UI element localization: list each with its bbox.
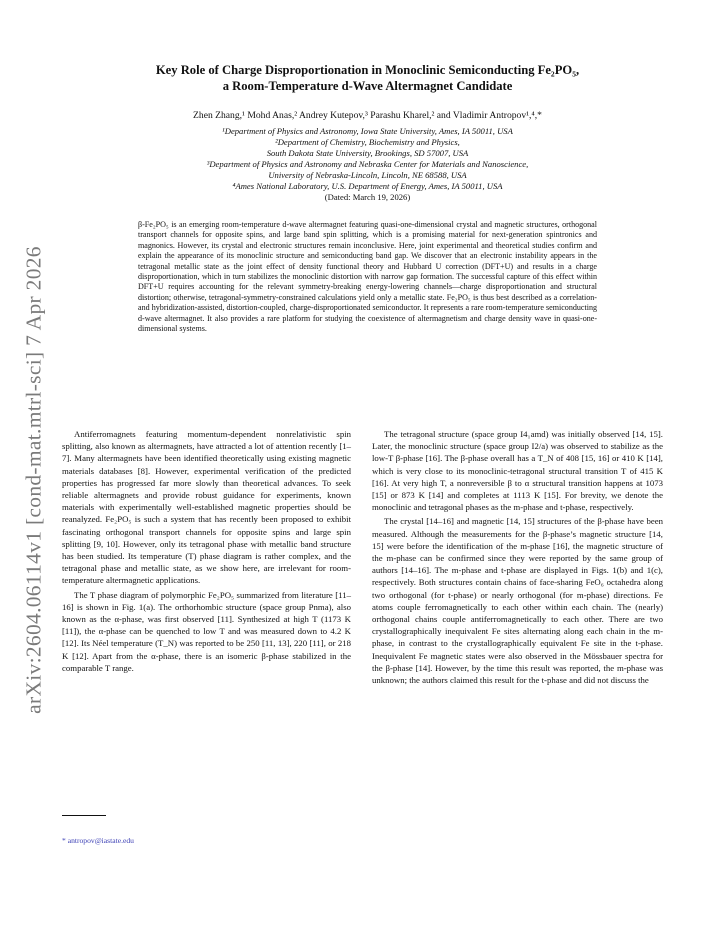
arxiv-sidebar-stamp: arXiv:2604.06114v1 [cond-mat.mtrl-sci] 7 Apr 2026: [21, 246, 46, 714]
right-column: [372, 428, 663, 686]
affiliation-line: ²Department of Chemistry, Biochemistry and Physics,: [275, 137, 460, 147]
title-line-1: Key Role of Charge Disproportionation in Monoclinic Semiconducting Fe₂PO₅,: [155, 63, 580, 77]
paragraph: The crystal [14–16] and magnetic [14, 15] structures of the β-phase have been measured. Although the measurements for the β-phase’s magnetic structure [14, 15] were before the identification of the m-phase [16], the magnetic structure of the m-phase can be confirmed since they were reported by the same group of authors [14–16]. The m-phase and t-phase are displayed in Figs. 1(b) and 1(c), respectively. Both structures contain chains of face-sharing FeO₆ octahedra along two orthogonal (for t-phase) or nearly orthogonal (for m-phase) directions. Fe atoms couple ferromagnetically to each other within each chain. The (nearly) orthogonal chains couple antiferromagnetically to each other. There are two crystallographically inequivalent Fe sites alternating along each chain in the m-phase, in contrast to the crystallographically equivalent Fe site in the t-phase. Inequivalent Fe magnetic states were also observed in the Mössbauer spectra for the β-phase [14]. However, by the time this result was reported, the m-phase was unknown; the authors claimed this result for the t-phase and did not discuss the: [372, 516, 663, 686]
affiliation-line: ⁴Ames National Laboratory, U.S. Department of Energy, Ames, IA 50011, USA: [232, 181, 503, 191]
paper-title: [80, 62, 655, 94]
paragraph: The tetragonal structure (space group I4₁amd) was initially observed [14, 15]. Later, the monoclinic structure (space group I2/a) was observed to stabilize as the low-T β-phase [16]. The β-phase overall has a T_N of 408 [15, 16] or 410 K [14], which is very close to its monoclinic-tetragonal structural transition T of 415 K [16]. At very high T, a nonreversible β to α structural transition happens at 1073 [15] or 873 K [14] and completes at 1113 K [15]. For brevity, we denote the monoclinic and tetragonal phases as the m-phase and t-phase, respectively.: [372, 429, 663, 513]
paragraph: The T phase diagram of polymorphic Fe₂PO₅ summarized from literature [11–16] is shown in Fig. 1(a). The orthorhombic structure (space group Pnma), also known as the α-phase, was first observed [11]. Synthesized at high T (1173 K [11]), the α-phase can be quenched to low T and was measured down to 4.2 K [12]. Its Néel temperature (T_N) was reported to be 250 [11, 13], 220 [11], or 218 K [12]. Apart from the α-phase, there is an isomeric β-phase stabilized in the comparable T range.: [62, 589, 351, 673]
affiliation-line: ¹Department of Physics and Astronomy, Iowa State University, Ames, IA 50011, USA: [222, 126, 513, 136]
title-line-2: a Room-Temperature d-Wave Altermagnet Candidate: [222, 79, 513, 93]
footnote-rule: [62, 815, 106, 816]
affiliation-line: University of Nebraska-Lincoln, Lincoln, NE 68588, USA: [268, 170, 467, 180]
affiliations: [80, 126, 655, 203]
dated-line: (Dated: March 19, 2026): [324, 192, 411, 202]
affiliation-line: ³Department of Physics and Astronomy and Nebraska Center for Materials and Nanoscience,: [206, 159, 529, 169]
author-list: Zhen Zhang,¹ Mohd Anas,² Andrey Kutepov,³ Parashu Kharel,² and Vladimir Antropov¹,⁴,*: [193, 110, 542, 121]
paragraph: Antiferromagnets featuring momentum-dependent nonrelativistic spin splitting, also known as altermagnets, have attracted a lot of attention recently [1–7]. Many altermagnets have been identified theoretically using existing magnetic materials databases [8]. However, experimental verification of the predicted properties has progressed far more slowly than theoretical advances. To seek reliable altermagnets and provide robust guidance for experiments, known materials with experimentally well-established magnetic properties should be reanalyzed. Fe₂PO₅ is such a system that has recently been proposed to exhibit fascinating orthogonal transport channels for opposite spins and large spin splitting [9, 10]. However, only its tetragonal phase with metallic band structure has been studied. Its temperature (T) phase diagram is rather complex, and the tetragonal phase and metallic state, as we show here, are irrelevant for room-temperature altermagnetic applications.: [62, 429, 351, 586]
corresponding-author-email[interactable]: * antropov@iastate.edu: [62, 836, 134, 845]
affiliation-line: South Dakota State University, Brookings, SD 57007, USA: [266, 148, 469, 158]
abstract: β-Fe₂PO₅ is an emerging room-temperature d-wave altermagnet featuring quasi-one-dimensional crystal and magnetic structures, orthogonal transport channels for opposite spins, and large band spin splitting, which is a promising material for next-generation spintronics and magnonics. However, its crystal and electronic structures remain inconclusive. Here, joint experimental and theoretical studies confirm and explain the appearance of its monoclinic structure and semiconducting band gap. We discover that an electronic instability appears in the tetragonal metallic state as the joint effect of density functional theory and Hubbard U correction (DFT+U) and results in a charge disproportionation, which in turn stabilizes the monoclinic distortion with narrow gap formation. The successful capture of this effect within DFT+U requires accounting for the relevant symmetry-breaking energy-lowering channels—charge disproportionation and structural distortion; otherwise, tetragonal-symmetry-constrained calculations yield only a metallic state. Fe₂PO₅ is thus best described as a correlation- and hybridization-assisted, distortion-coupled, charge-disproportionated semiconductor. It represents a rare room-temperature semiconducting d-wave altermagnet. It also provides a rare platform for studying the coexistence of altermagnetism and charge density wave in quasi-one-dimensional systems.: [138, 220, 597, 334]
left-column: [62, 428, 351, 674]
